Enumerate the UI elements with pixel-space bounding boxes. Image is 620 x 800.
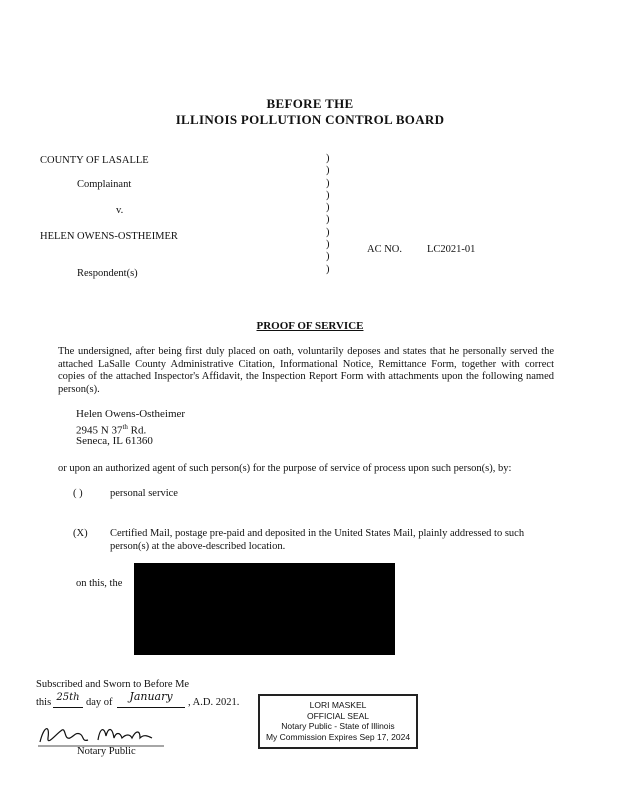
respondent-role: Respondent(s) [77,268,138,279]
day-of-label: day of [86,697,113,708]
address-street-number: 2945 N 37 [76,424,123,437]
respondent-name: HELEN OWENS-OSTHEIMER [40,231,178,242]
service-intro-paragraph: The undersigned, after being first duly placed on oath, voluntarily deposes and states that he personally served the attached LaSalle County Administrative Citation, Informational Notice, Remittance Form, together with correct copies of the attached Inspector's Affidavit, the Inspection Report Form with attachments upon the following named person(s). [58,346,554,395]
seal-expires: My Commission Expires Sep 17, 2024 [265,731,411,742]
personal-service-checkbox: ( ) [73,488,83,499]
document-title-line1: BEFORE THE [266,96,354,111]
certified-mail-line1: Certified Mail, postage pre-paid and deposited in the United States Mail, plainly addressed to such [110,528,525,539]
complainant-name: COUNTY OF LASALLE [40,155,149,166]
address-street-ordinal: th [122,423,128,431]
personal-service-label: personal service [110,488,178,499]
seal-title: OFFICIAL SEAL [306,710,370,721]
redaction-block [134,563,395,655]
this-label: this [36,697,52,708]
address-city: Seneca, IL 61360 [76,435,153,447]
seal-state: Notary Public - State of Illinois [281,721,395,731]
ac-number-value: LC2021-01 [427,244,476,255]
seal-name: LORI MASKEL [309,700,367,710]
caption-parentheses: ) ) ) ) ) ) ) ) ) ) [326,153,330,275]
day-value-handwritten: 25th [53,692,83,708]
notary-seal-stamp [258,694,418,749]
document-title-line2: ILLINOIS POLLUTION CONTROL BOARD [175,112,445,127]
address-name: Helen Owens-Ostheimer [76,408,186,420]
month-value-handwritten: January [117,690,185,708]
subscribed-sworn-text: Subscribed and Sworn to Before Me [36,679,190,690]
address-street-suffix: Rd. [127,424,147,437]
authorized-agent-text: or upon an authorized agent of such person(s) for the purpose of service of process upon such person(s), by: [58,463,512,474]
ad-year-text: , A.D. 2021. [188,697,240,708]
ac-number-label: AC NO. [367,244,403,255]
versus-label: v. [116,205,124,216]
notary-public-label: Notary Public [77,746,136,757]
proof-of-service-heading: PROOF OF SERVICE [256,320,364,332]
certified-mail-checkbox: (X) [73,528,88,539]
certified-mail-line2: person(s) at the above-described location. [110,541,286,552]
complainant-role: Complainant [77,179,132,190]
on-this-the-label: on this, the [76,578,123,589]
